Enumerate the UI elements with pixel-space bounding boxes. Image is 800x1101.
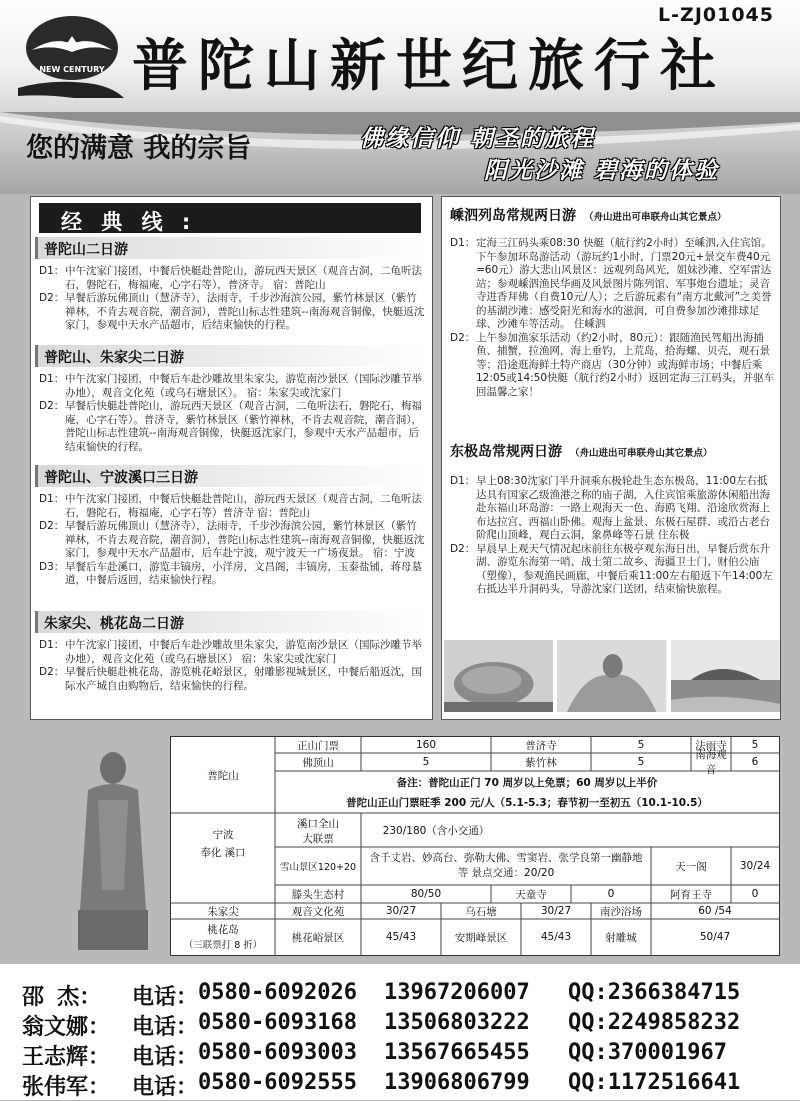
contact-mobile[interactable]: 13567665455 — [384, 1040, 530, 1065]
day-text: 早餐后快艇赴普陀山，游玩西天景区（观音古洞，二龟听法石，磐陀石，梅福庵，心字石等）。普济寺，紫竹林景区（紫竹禅林，不肯去观音院，潮音洞），普陀山标志性建筑--南海观音铜像，快艇返沈家门，参观中天水产品超市，后结束愉快的行程。 — [65, 400, 422, 453]
day-label: D1： — [39, 493, 65, 505]
price-cell: 5 — [751, 739, 759, 751]
day-text: 早上08:30沈家门半升洞乘东极轮赴生态东极岛，11:00左右抵达具有国家乙级渔港之称的庙子湖，入住宾馆乘旅游休闲船出海赴东福山环岛游：一路上观海天一色、海鸥飞翔、沿途欣赏海上布达拉宫、西福山卧佛。观海上盆景、东极石屋群、或沿古老台阶爬山顶峰，观白云洞，象鼻峰等石景 住东极 — [476, 475, 770, 541]
day-text: 早餐后游玩佛顶山（慧济寺），法雨寺，千步沙海滨公园，紫竹林景区（紫竹禅林，不肯去观音院，潮音洞），普陀山标志性建筑--南海观音铜像，快艇返沈家门，参观中天水产品超市，后结束愉快的行程。 — [65, 292, 425, 331]
day-label: D2： — [450, 331, 476, 344]
tel-label: 电话： — [132, 985, 199, 1010]
day-text: 早餐后车赴溪口，游览丰镐房，小洋房，文昌阁，丰镐房，玉泰盐铺，蒋母墓道，中餐后返回，结束愉快行程。 — [65, 560, 422, 586]
guanyin-statue-image — [58, 740, 168, 960]
price-cell: 45/43 — [540, 931, 572, 943]
rock-sculpture-photo — [444, 640, 553, 712]
route-body — [39, 493, 425, 588]
route-body — [39, 265, 425, 333]
day-label: D2： — [39, 520, 65, 532]
route-body — [450, 475, 776, 597]
day-text: 上午参加渔家乐活动（约2小时，80元）：跟随渔民驾船出海捕鱼、捕蟹，拉渔网，海上垂钓，上荒岛，拾海螺、贝壳，观石景等；沿途逛海鲜土特产商店（30分钟）或海鲜市场；中餐后乘12:05或14:50快艇（航行约2小时）返回定海三江码头，并驱车回温馨之家！ — [476, 331, 775, 398]
route-body — [450, 237, 776, 399]
price-cell: 桃花峪景区 — [291, 931, 345, 944]
island-coast-photo — [671, 640, 780, 712]
price-cell: 乌石塘 — [465, 905, 497, 918]
area-taohua: 桃花岛 — [207, 923, 239, 936]
day-label: D3： — [39, 560, 65, 573]
price-cell: 45/43 — [385, 931, 417, 943]
price-cell: 0 — [751, 888, 759, 900]
day-text: 定海三江码头乘08:30 快艇（航行约2小时）至嵊泗,入住宾馆。下午参加环岛游活动（游玩约1小时，门票20元+景交车费40元=60元）游大悲山风景区：远观列岛风光，姐妹沙滩、空军雷达站；参观嵊泗渔民华画及风景图片陈列馆、军事炮台遗址；灵音寺进香拜佛（自费10元/人）；之后游玩素有“南方北戴河”之美誉的基湖沙滩：感受阳光和海水的滋润，可自费参加沙滩排球足球、沙滩车等活动。 住嵊泗 — [476, 237, 772, 330]
day-text: 中午沈家门接团，中餐后车赴沙雕故里朱家尖，游览南沙景区（国际沙雕节举办地），观音文化苑（或乌石塘景区）。 宿：朱家尖或沈家门 — [65, 373, 422, 399]
contact-tel[interactable]: 0580-6093168 — [198, 1010, 357, 1035]
day-label: D1： — [450, 237, 476, 249]
route-title-text: 嵊泗列岛常规两日游 — [450, 208, 576, 224]
contact-tel[interactable]: 0580-6092555 — [198, 1070, 357, 1095]
price-cell: 30/27 — [385, 905, 417, 917]
price-cell: 安期峰景区 — [454, 931, 508, 944]
route-title: 普陀山二日游 — [35, 237, 427, 259]
price-cell: 60 /54 — [698, 905, 732, 917]
price-cell: 天童寺 — [515, 888, 547, 901]
area-fenghua: 奉化 溪口 — [200, 846, 246, 859]
route-note: （舟山进出可串联舟山其它景点） — [584, 212, 727, 223]
price-cell: 5 — [637, 756, 645, 768]
day-text: 中午沈家门接团，中餐后快艇赴普陀山，游玩西天景区（观音古洞，二龟听法石，磐陀石，梅福庵，心字石等）普济寺 宿：普陀山 — [65, 493, 422, 519]
slogan: 您的满意 我的宗旨 — [26, 133, 252, 164]
price-cell: 正山门票 — [297, 739, 339, 752]
tel-label: 电话： — [132, 1015, 199, 1040]
price-cell: 6 — [751, 756, 759, 768]
route-title: 朱家尖、桃花岛二日游 — [35, 611, 427, 633]
price-cell: 南沙浴场 — [600, 905, 642, 918]
route-title: 普陀山、朱家尖二日游 — [35, 345, 427, 367]
price-cell: 160 — [415, 739, 437, 751]
price-cell: 阿育王寺 — [670, 888, 712, 901]
price-cell: 佛顶山 — [302, 756, 334, 769]
price-cell: 230/180（含小交通） — [382, 824, 490, 837]
day-label: D1： — [450, 475, 476, 487]
price-cell: 50/47 — [699, 931, 731, 943]
price-cell: 紫竹林 — [525, 756, 557, 769]
contact-tel[interactable]: 0580-6092026 — [198, 980, 357, 1005]
day-label: D1： — [39, 373, 65, 385]
price-cell: 5 — [422, 756, 430, 768]
classic-routes-panel — [30, 196, 433, 720]
subslogan-2: 阳光沙滩 碧海的体验 — [484, 158, 720, 184]
route-title-text: 东极岛常规两日游 — [450, 444, 562, 460]
day-text: 中午沈家门接团，中餐后车赴沙雕故里朱家尖，游览南沙景区（国际沙雕节举办地），观音文化苑（或乌石塘景区） 宿：朱家尖或沈家门 — [65, 639, 422, 665]
area-zhujiajian: 朱家尖 — [207, 905, 239, 918]
route-body — [39, 639, 425, 693]
route-body — [39, 373, 425, 454]
area-ningbo: 宁波 — [212, 828, 234, 841]
price-cell: 30/27 — [540, 905, 572, 917]
price-cell: 0 — [607, 888, 615, 900]
price-note-2: 普陀山正山门票旺季 200 元/人（5.1-5.3；春节初一至初五（10.1-10.5） — [346, 796, 708, 809]
price-cell: 滕头生态村 — [291, 888, 345, 901]
contacts-section — [0, 964, 800, 1100]
photo-strip — [444, 640, 780, 712]
price-cell: 射雕城 — [605, 931, 637, 944]
price-cell: 雪山景区120+20 — [279, 862, 357, 873]
contact-qq[interactable]: QQ:2249858232 — [568, 1010, 741, 1035]
price-cell: 南海观音 — [695, 749, 727, 776]
contact-mobile[interactable]: 13906806799 — [384, 1070, 530, 1095]
logo-text: NEW CENTURY — [39, 65, 105, 74]
price-cell: 5 — [637, 739, 645, 751]
classic-section-title: 经 典 线 : — [39, 203, 421, 233]
day-label: D2： — [39, 666, 65, 678]
price-cell: 溪口全山 — [297, 817, 339, 830]
contact-name: 张伟军： — [22, 1075, 111, 1100]
day-label: D2： — [450, 542, 476, 555]
day-label: D1： — [39, 639, 65, 651]
route-title — [450, 205, 727, 225]
brand-title: 普陀山新世纪旅行社 — [132, 33, 726, 99]
route-title — [450, 441, 713, 461]
contact-qq[interactable]: QQ:2366384715 — [568, 980, 741, 1005]
subslogan-1: 佛缘信仰 朝圣的旅程 — [360, 126, 596, 152]
tel-label: 电话： — [132, 1075, 199, 1100]
price-cell: 天一阁 — [675, 860, 707, 873]
doc-code: L-ZJ01045 — [658, 4, 774, 26]
goddess-sculpture-photo — [557, 640, 666, 712]
contact-mobile[interactable]: 13967206007 — [384, 980, 530, 1005]
price-cell: 法雨寺 — [695, 739, 727, 752]
price-cell: 含千丈岩、妙高台、弥勒大佛、雪窦岩、张学良第一幽静地等 景点交通：20/20 — [369, 852, 643, 879]
contact-name: 邵 杰： — [22, 985, 102, 1010]
tel-label: 电话： — [132, 1045, 199, 1070]
route-note: （舟山进出可串联舟山其它景点） — [570, 448, 713, 459]
price-cell: 大联票 — [302, 832, 334, 845]
day-label: D2： — [39, 400, 65, 412]
contact-qq[interactable]: QQ:370001967 — [568, 1040, 727, 1065]
area-putuo: 普陀山 — [207, 769, 239, 782]
ticket-price-table — [170, 736, 780, 956]
day-label: D2： — [39, 292, 65, 304]
price-cell: 观音文化苑 — [291, 905, 345, 918]
new-century-logo — [14, 10, 126, 100]
contact-mobile[interactable]: 13506803222 — [384, 1010, 530, 1035]
day-text: 早餐后快艇赴桃花岛，游览桃花峪景区，射雕影视城景区，中餐后船返沈，国际水产城自由购物后，结束愉快的行程。 — [65, 666, 422, 692]
taohua-note: （三联票打 8 折） — [183, 940, 263, 951]
day-label: D1： — [39, 265, 65, 277]
route-title: 普陀山、宁波溪口三日游 — [35, 465, 427, 487]
price-cell: 80/50 — [410, 888, 442, 900]
contact-name: 翁文娜： — [22, 1015, 111, 1040]
day-text: 早晨早上观天气情况起床前往东极亭观东海日出，早餐后赏东升湖、游览东海第一哨、战士第二故乡、海疆卫士门、财伯公庙（塑像），参观渔民画廊，中餐后乘11:00左右船返下午14:00左右抵达半升洞码头，导游沈家门送团，结束愉快旅程。 — [476, 542, 773, 595]
contact-name: 王志辉： — [22, 1045, 111, 1070]
contact-qq[interactable]: QQ:1172516641 — [568, 1070, 741, 1095]
header — [0, 0, 800, 112]
price-cell: 30/24 — [739, 860, 771, 872]
price-note-1: 备注：普陀山正门 70 周岁以上免票；60 周岁以上半价 — [396, 776, 658, 789]
price-cell: 普济寺 — [525, 739, 557, 752]
day-text: 中午沈家门接团，中餐后快艇赴普陀山，游玩西天景区（观音古洞，二龟听法石，磐陀石，梅福庵，心字石等），普济寺。 宿：普陀山 — [65, 265, 422, 291]
contact-tel[interactable]: 0580-6093003 — [198, 1040, 357, 1065]
day-text: 早餐后游玩佛顶山（慧济寺），法雨寺，千步沙海滨公园，紫竹林景区（紫竹禅林，不肯去观音院，潮音洞），普陀山标志性建筑--南海观音铜像，快艇返沈家门，参观中天水产品超市，后车赴宁波，观宁波天一广场夜景。 宿：宁波 — [65, 520, 425, 559]
